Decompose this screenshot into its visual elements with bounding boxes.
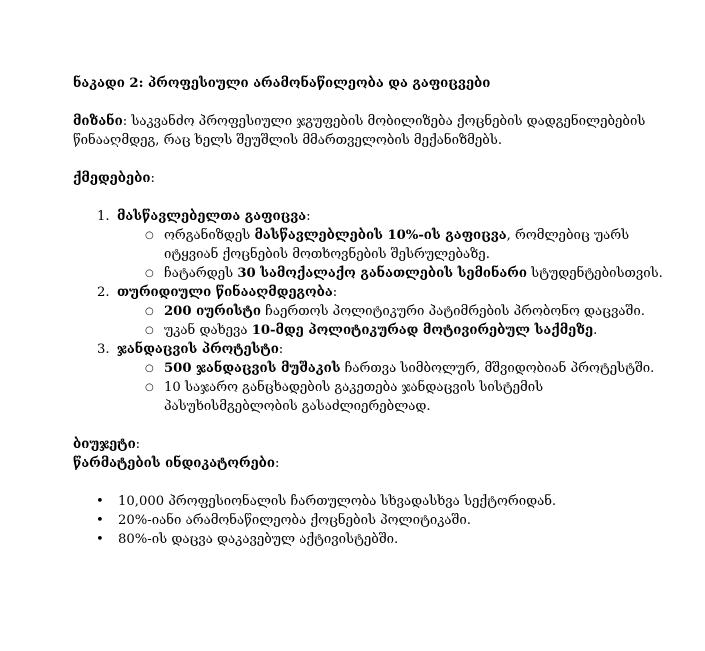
action-sublist — [117, 302, 675, 340]
action-title: თურიდიული წინააღმდეგობა — [117, 285, 333, 300]
circle-bullet-icon: ○ — [145, 325, 154, 336]
budget-heading: ბიუჯეტი: — [73, 437, 141, 452]
goal-text: : საკვანძო პროფესიული ჯგუფების მობილიზება ქოცნების დადგენილებების წინააღმდეგ, რაც ხელს შეუშლის მმართველობის მექანიზმებს. — [73, 114, 646, 148]
action-sublist — [117, 226, 675, 283]
list-item: • 20%-იანი არამონაწილეობა ქოცნების პოლიტიკაში. — [96, 513, 471, 528]
list-item: ○ 500 ჯანდაცვის მუშაკის ჩართვა სიმბოლურ, მშვიდობიან პროტესტში. — [145, 361, 655, 376]
list-item: ○ 10 საჯარო განცხადების გაკეთება ჯანდაცვის სისტემის პასუხისმგებლობის გასაძლიერებლად. — [145, 380, 544, 414]
list-number: 2. — [97, 285, 110, 300]
actions-list — [73, 207, 675, 416]
list-item: • 80%-ის დაცვა დაკავებულ აქტივისტებში. — [96, 532, 399, 547]
list-item: ○ ორგანიზდეს მასწავლებლების 10%-ის გაფიცვა, რომლებიც უარს იტყვიან ქოცნების მოთხოვნების შესრულებაზე. — [145, 228, 630, 262]
bullet-icon: • — [96, 532, 104, 547]
circle-bullet-icon: ○ — [145, 306, 154, 317]
circle-bullet-icon: ○ — [145, 230, 154, 241]
indicators-heading: წარმატების ინდიკატორები: — [73, 456, 280, 471]
actions-heading: ქმედებები: — [73, 171, 155, 186]
list-item: ○ 200 იურისტი ჩაერთოს პოლიტიკური პატიმრების პრობონო დაცვაში. — [145, 304, 645, 319]
action-item-healthcare: 3. ჯანდაცვის პროტესტი: ○ 500 ჯანდაცვის მუშაკის ჩართვა სიმბოლურ, მშვიდობიან პროტესტში. ○ 10 საჯარო განცხადების გაკეთება ჯანდაცვის სისტემის პასუხისმგებლობის გასაძლიერებლად. — [117, 340, 675, 416]
circle-bullet-icon: ○ — [145, 363, 154, 374]
list-item: ○ უკან დახევა 10-მდე პოლიტიკურად მოტივირებულ საქმეზე. — [145, 323, 598, 338]
action-item-legal: 2. თურიდიული წინააღმდეგობა: ○ 200 იურისტი ჩაერთოს პოლიტიკური პატიმრების პრობონო დაცვაში. ○ უკან დახევა 10-მდე პოლიტიკურად მოტივირებულ საქმეზე. — [117, 283, 675, 340]
section-heading: ნაკადი 2: პროფესიული არამონაწილეობა და გაფიცვები — [73, 76, 491, 91]
bullet-icon: • — [96, 494, 104, 509]
list-number: 3. — [97, 342, 110, 357]
list-number: 1. — [97, 209, 110, 224]
bullet-icon: • — [96, 513, 104, 528]
action-title: ჯანდაცვის პროტესტი — [117, 342, 279, 357]
action-item-teachers: 1. მასწავლებელთა გაფიცვა: ○ ორგანიზდეს მასწავლებლების 10%-ის გაფიცვა, რომლებიც უარს იტყვიან ქოცნების მოთხოვნების შესრულებაზე. ○ ჩატარდეს 30 სამოქალაქო განათლების სემინარი სტუდენტებისთვის. — [117, 207, 675, 283]
action-title: მასწავლებელთა გაფიცვა — [117, 209, 307, 224]
list-item: • 10,000 პროფესიონალის ჩართულობა სხვადასხვა სექტორიდან. — [96, 494, 557, 509]
list-item: ○ ჩატარდეს 30 სამოქალაქო განათლების სემინარი სტუდენტებისთვის. — [145, 266, 663, 281]
circle-bullet-icon: ○ — [145, 382, 154, 393]
action-sublist — [117, 359, 675, 416]
indicators-list — [73, 492, 675, 549]
goal-paragraph — [73, 112, 675, 150]
goal-label: მიზანი — [73, 114, 123, 129]
circle-bullet-icon: ○ — [145, 268, 154, 279]
